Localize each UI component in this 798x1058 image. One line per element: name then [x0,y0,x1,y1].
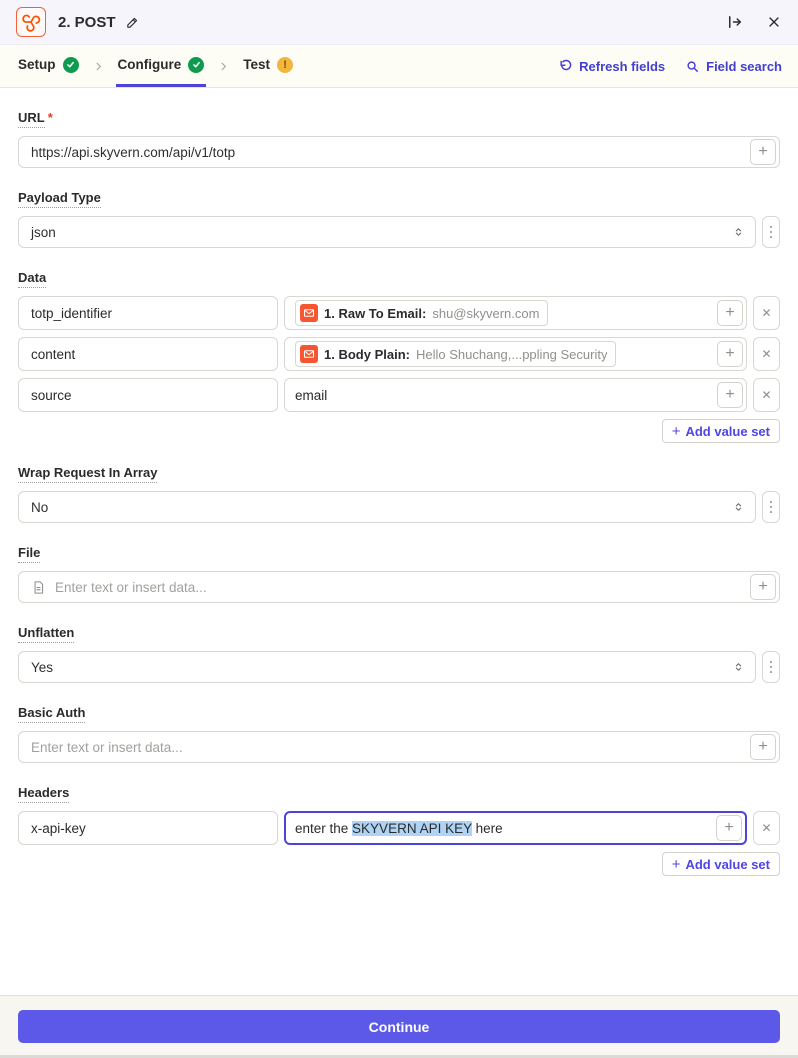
header-value-selected-text: SKYVERN API KEY [352,820,472,836]
field-search-button[interactable] [685,59,782,74]
configure-complete-icon [188,57,204,73]
wrap-request-select[interactable] [18,491,756,523]
url-value: https://api.skyvern.com/api/v1/totp [31,144,236,160]
unflatten-row [18,651,780,683]
payload-type-select[interactable] [18,216,756,248]
header-actions [726,13,782,31]
file-label: File [18,545,40,563]
add-value-set-button[interactable] [662,852,780,876]
tab-test[interactable] [241,45,295,87]
data-row [18,296,780,330]
data-row [18,337,780,371]
unfold-chevrons-icon [732,226,745,239]
search-icon [685,59,700,74]
panel-header [0,0,798,45]
mapped-field-token[interactable] [295,300,548,326]
remove-row-button[interactable]: ✕ [753,378,780,412]
payload-type-row [18,216,780,248]
unflatten-label: Unflatten [18,625,74,643]
token-field-name: 1. Body Plain: [324,346,410,362]
plus-icon: + [671,422,681,440]
data-value-input[interactable] [284,337,747,371]
unfold-chevrons-icon [732,661,745,674]
header-key-value: x-api-key [31,820,86,836]
chevron-right-icon [93,61,104,72]
webhooks-app-icon [16,7,46,37]
mapped-field-token[interactable] [295,341,616,367]
email-app-icon [300,345,318,363]
tab-setup-label: Setup [18,57,56,72]
header-value-pre: enter the [295,820,353,836]
tab-setup[interactable] [16,45,81,87]
tab-configure-label: Configure [117,57,182,72]
wrap-request-label-row [18,465,780,483]
edit-title-icon[interactable] [125,15,140,30]
data-add-set-row [18,419,780,443]
file-label-row [18,545,780,563]
url-input[interactable] [18,136,780,168]
data-key-input[interactable] [18,378,278,412]
field-search-label: Field search [706,58,782,74]
wrap-request-label: Wrap Request In Array [18,465,157,483]
token-field-preview: Hello Shuchang,...ppling Security [415,346,608,362]
data-label: Data [18,270,46,288]
token-field-preview: shu@skyvern.com [432,305,540,321]
data-row [18,378,780,412]
data-value-text: email [295,387,328,403]
headers-row [18,811,780,845]
unflatten-select[interactable] [18,651,756,683]
payload-type-label: Payload Type [18,190,101,208]
data-key-value: totp_identifier [31,305,113,321]
token-field-name: 1. Raw To Email: [324,305,427,321]
data-value-insert-button[interactable]: + [717,341,743,367]
basic-auth-insert-button[interactable]: + [750,734,776,760]
header-key-input[interactable] [18,811,278,845]
wrap-request-value: No [31,499,49,515]
test-warning-icon: ! [277,57,293,73]
refresh-icon [558,59,573,74]
step-title: 2. POST [58,13,116,31]
configure-form [0,88,798,995]
collapse-panel-icon[interactable] [726,13,744,31]
header-value-text [295,821,503,836]
refresh-fields-button[interactable] [558,59,665,74]
headers-label-row [18,785,780,803]
unflatten-menu-button[interactable] [762,651,780,683]
unflatten-label-row [18,625,780,643]
add-value-set-label: Add value set [685,423,770,439]
plus-icon: + [671,855,681,873]
remove-row-button[interactable]: ✕ [753,296,780,330]
continue-button[interactable]: Continue [18,1010,780,1043]
step-tabbar [0,45,798,88]
chevron-right-icon [218,61,229,72]
tab-test-label: Test [243,57,271,72]
data-value-input[interactable] [284,296,747,330]
email-app-icon [300,304,318,322]
setup-complete-icon [63,57,79,73]
payload-type-menu-button[interactable] [762,216,780,248]
basic-auth-placeholder: Enter text or insert data... [31,739,183,755]
file-input[interactable] [18,571,780,603]
tab-configure[interactable] [116,45,207,87]
data-value-insert-button[interactable]: + [717,300,743,326]
url-label: URL [18,110,45,128]
file-placeholder: Enter text or insert data... [55,579,207,595]
header-value-post: here [471,820,503,836]
headers-label: Headers [18,785,69,803]
unflatten-value: Yes [31,659,54,675]
data-key-value: source [31,387,72,403]
basic-auth-input[interactable] [18,731,780,763]
wrap-request-menu-button[interactable] [762,491,780,523]
url-label-row [18,110,780,128]
payload-type-label-row [18,190,780,208]
panel-footer [0,995,798,1055]
basic-auth-label: Basic Auth [18,705,85,723]
basic-auth-label-row [18,705,780,723]
remove-row-button[interactable]: ✕ [753,811,780,845]
header-value-input[interactable] [284,811,747,845]
file-insert-data-button[interactable]: + [750,574,776,600]
data-label-row [18,270,780,288]
required-asterisk: * [47,110,53,125]
header-value-insert-button[interactable]: + [716,815,742,841]
data-value-insert-button[interactable]: + [717,382,743,408]
document-icon [31,580,46,595]
add-value-set-label: Add value set [685,856,770,872]
wrap-request-row [18,491,780,523]
payload-type-value: json [31,224,56,240]
data-key-value: content [31,346,76,362]
url-insert-data-button[interactable]: + [750,139,776,165]
refresh-fields-label: Refresh fields [579,58,666,74]
remove-row-button[interactable]: ✕ [753,337,780,371]
tabbar-actions [558,59,782,74]
data-value-input[interactable] [284,378,747,412]
unfold-chevrons-icon [732,501,745,514]
add-value-set-button[interactable] [662,419,780,443]
close-icon[interactable] [766,14,782,30]
headers-add-set-row [18,852,780,876]
data-key-input[interactable] [18,296,278,330]
data-key-input[interactable] [18,337,278,371]
